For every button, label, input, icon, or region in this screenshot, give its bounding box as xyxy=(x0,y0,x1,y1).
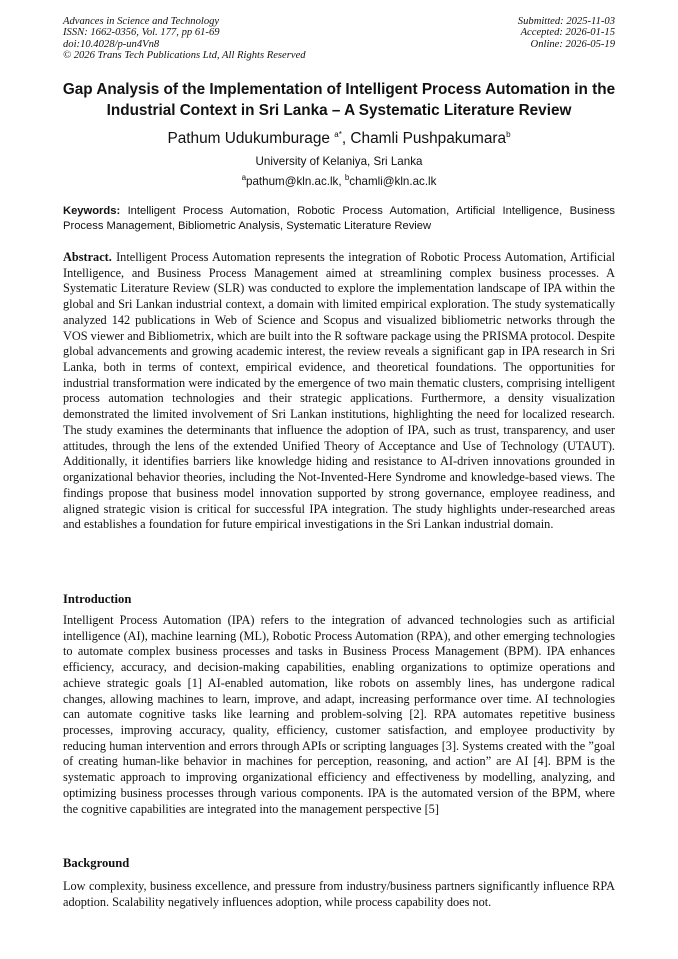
abstract-block xyxy=(63,250,615,533)
keywords-text: Intelligent Process Automation, Robotic Process Automation, Artificial Intelligence, Business Process Management, Bibliometric Analysis, Systematic Literature Review xyxy=(63,205,616,232)
affiliation: University of Kelaniya, Sri Lanka xyxy=(255,155,423,168)
introduction-paragraph xyxy=(63,613,615,817)
copyright: © 2026 Trans Tech Publications Ltd, All Rights Reserved xyxy=(63,50,306,62)
abstract-text: Intelligent Process Automation represents the integration of Robotic Process Automation, Artificial Intelligence, and Business Process Management aimed at streamlining complex business processes. A Systematic Literature Review (SLR) was conducted to explore the implementation landscape of IPA within the global and Sri Lankan industrial context, a domain with limited empirical exploration. The study systematically analyzed 142 publications in Web of Science and Scopus and visualized bibliometric networks through the VOS viewer and Bibliometrix, which are built into the R software package using the PRISMA protocol. Despite global advancements and growing academic interest, the review reveals a significant gap in IPA research in Sri Lanka, both in terms of context, empirical evidence, and theoretical foundations. The opportunities for industrial transformation were indicated by the emergence of two main thematic clusters, comprising intelligent process automation technologies and their strategic applications. Furthermore, a density visualization demonstrated the limited involvement of Sri Lankan institutions, highlighting the need for localized research. The study examines the determinants that influence the adoption of IPA, such as trust, transparency, and user attitudes, through the lens of the extended Unified Theory of Acceptance and Use of Technology (UTAUT). Additionally, it identifies barriers like knowledge hiding and resistance to AI-driven innovations grounded in organizational behavior theories, including the Not-Invented-Here Syndrome and knowledge-based views. The findings propose that business model innovation supported by strong governance, employee readiness, and aligned strategic vision is critical for successful IPA integration. The study highlights under-researched areas and establishes a foundation for future empirical investigations in the Sri Lankan industrial domain. xyxy=(63,250,615,532)
submitted-date: Submitted: 2025-11-03 xyxy=(517,16,615,27)
abstract-label: Abstract. xyxy=(63,250,112,264)
background-text: Low complexity, business excellence, and pressure from industry/business partners significantly influence RPA adoption. Scalability negatively influences adoption, while process capability does not. xyxy=(63,879,615,909)
accepted-date: Accepted: 2026-01-15 xyxy=(520,27,615,39)
email-a[interactable]: pathum@kln.ac.lk xyxy=(246,175,339,188)
keywords-label: Keywords: xyxy=(63,205,121,217)
author-1: Pathum Udukumburage xyxy=(167,130,330,147)
author-line xyxy=(40,129,638,149)
issn: ISSN: 1662-0356, Vol. 177, pp 61-69 xyxy=(63,27,220,39)
keywords-block xyxy=(63,204,615,233)
online-date: Online: 2026-05-19 xyxy=(530,38,615,50)
author-2-affiliation-mark: b xyxy=(506,129,511,139)
background-paragraph xyxy=(63,879,615,910)
author-1-affiliation-mark: a* xyxy=(334,129,342,139)
introduction-text: Intelligent Process Automation (IPA) refers to the integration of advanced technologies such as artificial intelligence (AI), machine learning (ML), Robotic Process Automation (RPA), and other emerging technologies to automate complex business processes and tasks in Business Process Management (BPM). IPA enhances efficiency, accuracy, and decision-making capabilities, enabling organizations to optimize operations and achieve strategic goals [1] AI-enabled automation, like robots on assembly lines, has undergone radical changes, allowing machines to learn, improve, and adapt, increasing performance over time. AI technologies can automate cognitive tasks like learning and problem-solving [2]. RPA automates repetitive business processes, improving accuracy, quality, efficiency, customer satisfaction, and employee productivity by reducing human intervention and errors through APIs or scripting languages [3]. Systems created with the ”goal of creating human-like behavior in machines for perception, reasoning, and action” are AI [4]. BPM is the systematic approach to improving organizational efficiency and effectiveness by modelling, analyzing, and optimizing business processes through various components. IPA is the automated version of the BPM, where the cognitive capabilities are integrated into the management perspective [5] xyxy=(63,613,615,816)
author-separator: , xyxy=(341,130,351,147)
background-heading: Background xyxy=(63,856,130,870)
publication-dates xyxy=(518,16,615,50)
introduction-heading: Introduction xyxy=(63,592,132,606)
paper-title: Gap Analysis of the Implementation of Intelligent Process Automation in the Industrial Context in Sri Lanka – A Systematic Literature Review xyxy=(62,81,616,119)
doi: doi:10.4028/p-un4Vn8 xyxy=(63,38,160,50)
email-line xyxy=(40,175,638,189)
email-b-mark: b xyxy=(344,173,350,183)
email-a-mark: a xyxy=(241,173,247,183)
email-separator: , xyxy=(338,175,345,188)
journal-info xyxy=(63,16,306,62)
journal-name: Advances in Science and Technology xyxy=(63,16,220,27)
email-b[interactable]: chamli@kln.ac.lk xyxy=(349,175,437,188)
author-2: Chamli Pushpakumara xyxy=(350,130,507,147)
